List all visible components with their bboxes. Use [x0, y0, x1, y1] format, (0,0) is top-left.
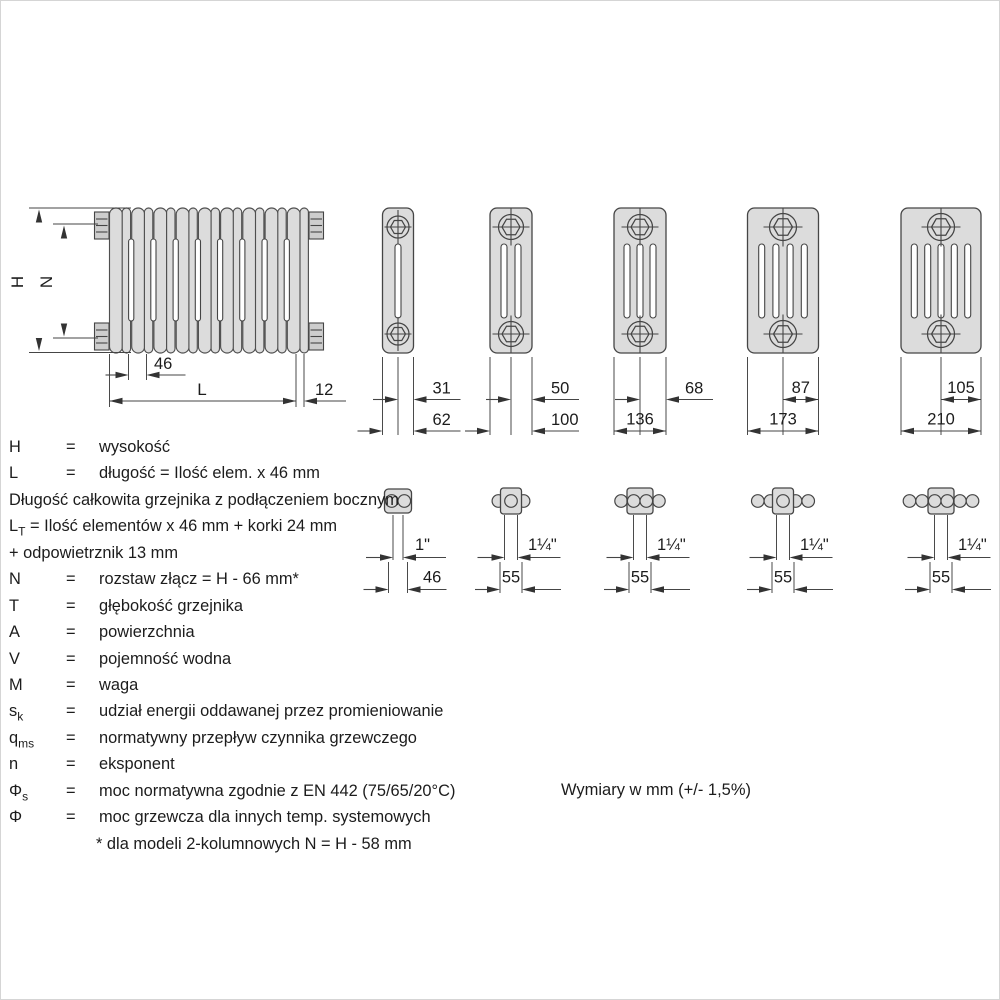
top-view-6-col — [903, 488, 991, 593]
legend-row — [9, 593, 489, 619]
dim-label: 210 — [927, 410, 955, 429]
legend-definition: waga — [99, 675, 139, 694]
legend-equals: = — [66, 781, 76, 800]
legend-definition: wysokość — [99, 438, 171, 456]
cross-section-6-col — [901, 208, 981, 436]
legend-row — [9, 646, 489, 672]
dim-label: 105 — [947, 379, 975, 397]
dimensions-note: Wymiary w mm (+/- 1,5%) — [560, 781, 752, 799]
legend-equals: = — [66, 596, 76, 615]
legend-equals: = — [66, 675, 76, 694]
dim-label: 55 — [931, 568, 951, 587]
dim-label: 1¼" — [800, 536, 829, 554]
legend-equals: = — [66, 808, 76, 827]
legend-symbol: L — [9, 517, 19, 536]
dim-label: 50 — [551, 379, 570, 398]
dim-label: 136 — [626, 410, 654, 429]
legend-symbol: $\Phi_s$ — [9, 781, 29, 803]
end-cap — [309, 323, 324, 350]
legend-equals: = — [66, 728, 76, 747]
legend-row — [9, 698, 489, 724]
legend-definition: rozstaw złącz = H - 66 mm* — [99, 570, 299, 589]
dim-label: 55 — [773, 568, 793, 587]
legend-symbol: M — [9, 675, 23, 694]
end-cap — [95, 323, 110, 350]
legend-definition: głębokość grzejnika — [99, 596, 243, 615]
legend-row — [9, 540, 489, 566]
height-label: H — [8, 275, 27, 289]
legend-symbol: A — [9, 623, 20, 642]
legend-definition: = Ilość elementów x 46 mm + korki 24 mm — [25, 517, 337, 536]
cross-section-3-col — [465, 208, 579, 435]
radiator-front-view — [8, 208, 346, 407]
dim-label: 1" — [415, 536, 431, 554]
cross-section-2-col — [358, 208, 461, 435]
dim-label: 55 — [501, 568, 521, 587]
legend-equals: = — [66, 649, 76, 668]
legend-symbol: V — [9, 649, 20, 668]
dim-label: 46 — [423, 568, 442, 587]
legend-definition: Długość całkowita grzejnika z podłączeniem bocznym — [9, 490, 399, 509]
legend-definition: moc normatywna zgodnie z EN 442 (75/65/20°C) — [99, 781, 456, 800]
dim-label: 100 — [551, 411, 579, 429]
legend-row — [9, 725, 489, 751]
dim-label: 46 — [154, 355, 173, 373]
legend-row — [9, 619, 489, 645]
dim-label: 62 — [432, 411, 451, 429]
legend-symbol: T — [9, 596, 20, 615]
legend-symbol: Φ — [9, 808, 23, 827]
dim-label: 68 — [685, 379, 704, 398]
legend-symbol: n — [9, 755, 19, 774]
legend-row: $L_T$ = Ilość elementów x 46 mm + korki 24 mm — [9, 517, 337, 539]
legend-definition: eksponent — [99, 755, 175, 774]
node-spacing-label: N — [37, 275, 56, 289]
dim-label: 31 — [432, 379, 451, 398]
legend-row — [9, 751, 489, 777]
legend-symbol: $q_{ms}$ — [9, 728, 35, 751]
legend-equals: = — [66, 702, 76, 721]
legend-symbol: N — [9, 570, 21, 589]
legend-definition: moc grzewcza dla innych temp. systemowych — [99, 808, 431, 827]
dim-label: 1¼" — [657, 536, 686, 554]
end-cap — [95, 212, 110, 239]
legend-equals: = — [66, 570, 76, 589]
top-view-5-col — [747, 488, 833, 593]
legend-symbol: $s_k$ — [9, 702, 24, 724]
cross-section-5-col — [748, 208, 819, 436]
legend-row — [9, 778, 489, 804]
legend-equals: = — [66, 623, 76, 642]
legend-equals: = — [66, 755, 76, 774]
legend-row — [9, 460, 489, 486]
top-view-4-col — [604, 488, 690, 593]
legend-row — [9, 672, 489, 698]
legend-row — [9, 434, 489, 460]
cross-section-4-col — [614, 208, 713, 435]
legend-symbol: H — [9, 438, 21, 456]
legend-definition: normatywny przepływ czynnika grzewczego — [99, 728, 417, 747]
legend-equals: = — [66, 464, 76, 483]
legend-definition: pojemność wodna — [99, 649, 232, 668]
dim-label: 1¼" — [958, 536, 987, 554]
dim-label: 55 — [630, 568, 650, 587]
legend-definition: długość = Ilość elem. x 46 mm — [99, 464, 320, 483]
legend-row — [9, 804, 489, 830]
legend-definition: * dla modeli 2-kolumnowych N = H - 58 mm — [96, 834, 412, 853]
end-cap — [309, 212, 324, 239]
legend-equals: = — [66, 438, 76, 456]
legend-definition: powierzchnia — [99, 623, 195, 642]
legend-definition: + odpowietrznik 13 mm — [9, 543, 178, 562]
dim-label: 87 — [791, 379, 810, 397]
dim-label: 1¼" — [528, 536, 557, 554]
legend-symbol: L — [9, 464, 19, 483]
dim-label: L — [197, 380, 207, 399]
legend-row — [9, 566, 489, 592]
legend-definition: udział energii oddawanej przez promieniowanie — [99, 702, 444, 721]
dim-label: 173 — [769, 410, 797, 429]
dim-label: 12 — [315, 381, 334, 399]
legend — [9, 434, 489, 857]
